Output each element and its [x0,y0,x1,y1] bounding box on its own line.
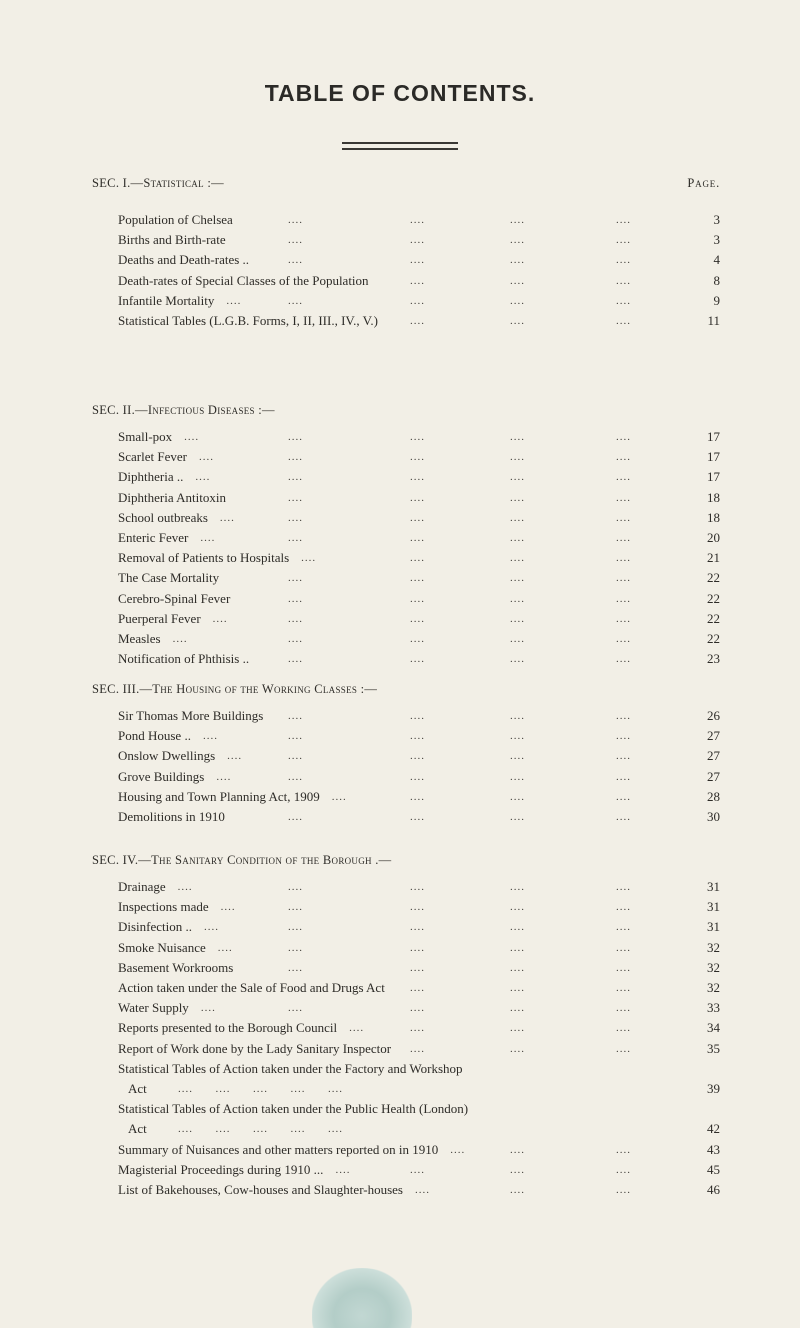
entry-page-number: 31 [707,919,720,935]
leader-dots: .... [212,612,228,625]
entry-title: Deaths and Death-rates .. [118,252,250,268]
leader-dots: .... [288,532,303,544]
toc-entry [118,230,720,250]
leader-dots: .... [616,511,631,524]
leader-dots: .... [616,811,631,823]
entry-page-number: 21 [707,550,720,566]
leader-dots: .... [616,941,631,954]
leader-dots: .... [410,1163,425,1176]
entry-title: Statistical Tables of Action taken under the Factory and Workshop [118,1060,463,1076]
leader-dots: .... [510,790,525,803]
leader-dots: .... [410,881,425,893]
leader-dots: .... [288,811,303,823]
toc-entry [118,998,720,1018]
leader-dots: .... [301,552,317,565]
leader-dots: .... [510,592,525,605]
toc-entry [118,250,720,270]
leader-dots: .... [510,750,525,763]
entry-title-continued: Act [128,1081,147,1096]
leader-dots: .... [410,471,425,484]
leader-dots: .... [510,941,525,954]
leader-dots: .... [616,1163,631,1176]
leader-dots: .... [288,214,303,226]
leader-dots: .... [616,431,631,443]
toc-entry [118,787,720,807]
section-number: SEC. II.— [92,403,148,417]
entry-title: Demolitions in 1910 [118,809,225,824]
leader-dots: .... [288,572,303,585]
toc-entry [118,706,720,726]
leader-dots: .... [510,653,525,666]
leader-dots: .... [510,710,525,722]
leader-dots: .... [184,431,200,443]
section-title: Statistical :— [143,176,224,190]
leader-dots: .... [204,921,220,934]
entry-title: Removal of Patients to Hospitals [118,550,290,566]
toc-entry [118,427,720,447]
leader-dots: .... [288,491,303,504]
entry-page-number: 28 [707,788,720,804]
leader-dots: .... [288,511,303,524]
entry-title: Statistical Tables of Action taken under the Public Health (London) [118,1101,469,1117]
leader-dots: .... [288,881,303,893]
leader-dots: .... [410,532,425,544]
leader-dots: .... [510,431,525,443]
toc-entry [118,271,720,291]
leader-dots: .... [510,511,525,524]
toc-entry [118,609,720,629]
leader-dots: .... [616,1002,631,1015]
leader-dots: .... [616,982,631,994]
leader-dots: .... [616,1022,631,1035]
leader-dots: .... [616,1042,631,1055]
entry-page-number: 17 [707,449,720,465]
leader-dots: .... [410,941,425,954]
leader-dots: .... [616,254,631,267]
leader-dots: .... [410,511,425,524]
leader-dots: .... [288,254,303,267]
leader-dots: .... [414,1184,430,1196]
toc-entry [118,649,720,669]
entry-page-number: 31 [707,879,720,894]
entry-title: Action taken under the Sale of Food and Drugs Act [118,980,385,995]
leader-dots: .... [510,1042,525,1055]
leader-dots: .... [288,730,303,743]
toc-entry [118,488,720,508]
toc-entry [118,210,720,230]
section-heading [92,176,224,191]
leader-dots: .... [220,901,236,914]
toc-entry [118,917,720,937]
leader-dots: .... [410,612,425,625]
leader-dots: .... [410,294,425,307]
leader-dots: .... [288,770,303,783]
entry-page-number: 27 [707,728,720,744]
leader-dots: .... [288,431,303,443]
leader-dots: .... [510,254,525,267]
leader-dots: .... [410,1022,425,1035]
leader-dots: .... [616,572,631,585]
leader-dots: .... [410,790,425,803]
entry-page-number: 30 [707,809,720,824]
leader-dots: .... [510,1184,525,1196]
leader-dots: .... [510,961,525,974]
entry-page-number: 3 [713,212,720,227]
leader-dots: .... [288,941,303,954]
leader-dots: .... [510,1002,525,1015]
leader-dots: .... [616,294,631,307]
leader-dots: .... .... .... .... .... [178,1123,343,1136]
leader-dots: .... [616,961,631,974]
toc-entry [118,767,720,787]
leader-dots: .... [410,750,425,763]
leader-dots: .... [510,451,525,464]
leader-dots: .... [616,214,631,226]
leader-dots: .... [288,633,303,645]
leader-dots: .... [349,1022,365,1035]
library-stamp [312,1268,412,1328]
toc-entry-continuation [118,1119,720,1139]
entry-title: Scarlet Fever [118,449,187,465]
toc-entry [118,1018,720,1038]
entry-page-number: 32 [707,939,720,955]
leader-dots: .... [510,612,525,625]
leader-dots: .... [410,451,425,464]
entry-title-continued: Act [128,1121,147,1137]
leader-dots: .... [219,511,235,524]
leader-dots: .... [200,532,216,544]
leader-dots: .... [616,592,631,605]
entry-page-number: 20 [707,530,720,545]
leader-dots: .... [616,901,631,914]
leader-dots: .... [288,234,303,247]
toc-entry [118,978,720,998]
toc-entry [118,958,720,978]
leader-dots: .... [288,921,303,934]
toc-entry [118,548,720,568]
toc-entry [118,528,720,548]
leader-dots: .... [510,491,525,504]
leader-dots: .... [172,633,188,645]
leader-dots: .... [616,921,631,934]
page-column-heading: Page. [687,176,720,190]
leader-dots: .... [288,750,303,763]
leader-dots: .... [616,491,631,504]
entry-title: The Case Mortality [118,570,220,586]
leader-dots: .... [510,572,525,585]
leader-dots: .... [410,274,425,287]
leader-dots: .... [410,633,425,645]
leader-dots: .... [510,552,525,565]
leader-dots: .... [510,532,525,544]
leader-dots: .... [410,710,425,722]
leader-dots: .... [335,1163,351,1176]
leader-dots: .... [331,790,347,803]
toc-entry [118,897,720,917]
leader-dots: .... [288,471,303,484]
entry-title: Report of Work done by the Lady Sanitary Inspector [118,1040,392,1056]
leader-dots: .... [410,770,425,783]
entry-title: Cerebro-Spinal Fever [118,590,231,606]
leader-dots: .... [410,811,425,823]
toc-entry [118,877,720,897]
entry-title: Basement Workrooms [118,959,234,975]
leader-dots: .... [510,1022,525,1035]
leader-dots: .... [410,982,425,994]
leader-dots: .... [410,315,425,327]
section-heading [92,403,275,418]
leader-dots: .... [616,532,631,544]
toc-entry [118,568,720,588]
entry-title: Disinfection .. [118,919,193,935]
entry-title: Water Supply [118,1000,189,1016]
leader-dots: .... [410,653,425,666]
leader-dots: .... [227,750,243,763]
leader-dots: .... [616,612,631,625]
leader-dots: .... [410,431,425,443]
leader-dots: .... [217,941,233,954]
entry-title: Diphtheria .. [118,469,184,485]
entry-page-number: 22 [707,570,720,586]
entry-title: Summary of Nuisances and other matters reported on in 1910 [118,1141,439,1157]
entry-title: Grove Buildings [118,768,205,784]
leader-dots: .... [410,572,425,585]
section-title: The Housing of the Working Classes :— [152,682,378,696]
leader-dots: .... [510,730,525,743]
entry-title: Notification of Phthisis .. [118,651,250,667]
leader-dots: .... [288,1002,303,1015]
leader-dots: .... [410,592,425,605]
entry-title: Magisterial Proceedings during 1910 ... [118,1161,324,1177]
leader-dots: .... [288,592,303,605]
entry-title: Housing and Town Planning Act, 1909 [118,788,320,804]
entry-title: Drainage [118,879,166,894]
entry-page-number: 22 [707,590,720,606]
leader-dots: .... [510,1143,525,1156]
entry-page-number: 18 [707,509,720,525]
leader-dots: .... [200,1002,216,1015]
leader-dots: .... [288,901,303,914]
entry-page-number: 22 [707,610,720,626]
leader-dots: .... [216,770,232,783]
entry-title: Diphtheria Antitoxin [118,489,226,505]
leader-dots: .... [616,881,631,893]
entry-page-number: 22 [707,631,720,646]
entry-title: Births and Birth-rate [118,232,226,248]
leader-dots: .... [288,653,303,666]
section-number: SEC. IV.— [92,853,152,867]
leader-dots: .... [616,274,631,287]
entry-title: Reports presented to the Borough Council [118,1020,338,1036]
toc-entry [118,447,720,467]
leader-dots: .... [410,1042,425,1055]
entry-title: Statistical Tables (L.G.B. Forms, I, II, III., IV., V.) [118,313,378,328]
entry-page-number: 35 [707,1040,720,1056]
entry-title: List of Bakehouses, Cow-houses and Slaughter-houses [118,1182,403,1197]
toc-entry [118,1099,720,1119]
leader-dots: .... [410,901,425,914]
leader-dots: .... [288,612,303,625]
toc-entry [118,467,720,487]
leader-dots: .... [202,730,218,743]
entry-page-number: 9 [713,292,720,308]
leader-dots: .... [616,471,631,484]
leader-dots: .... [288,294,303,307]
leader-dots: .... [410,491,425,504]
title-rule-top [342,142,458,144]
entry-page-number: 17 [707,429,720,444]
leader-dots: .... [616,1143,631,1156]
entry-title: Population of Chelsea [118,212,233,227]
leader-dots: .... [288,961,303,974]
leader-dots: .... [616,653,631,666]
entry-page-number: 4 [713,252,720,268]
entry-page-number: 43 [707,1141,720,1157]
title-rule-bottom [342,148,458,150]
leader-dots: .... [410,254,425,267]
leader-dots: .... [616,451,631,464]
entry-title: Smoke Nuisance [118,939,206,955]
leader-dots: .... [616,770,631,783]
leader-dots: .... [616,633,631,645]
entry-page-number: 17 [707,469,720,485]
leader-dots: .... [510,274,525,287]
entry-title: Death-rates of Special Classes of the Population [118,272,369,288]
entry-page-number: 45 [707,1161,720,1177]
entry-page-number: 27 [707,768,720,784]
entry-page-number: 8 [713,272,720,288]
entry-title: Small-pox [118,429,173,444]
entry-page-number: 32 [707,980,720,995]
entry-title: Onslow Dwellings [118,748,216,764]
leader-dots: .... [510,770,525,783]
leader-dots: .... [288,710,303,722]
section-heading [92,853,391,868]
leader-dots: .... [616,234,631,247]
toc-entry [118,807,720,827]
leader-dots: .... [510,811,525,823]
leader-dots: .... [195,471,211,484]
leader-dots: .... [510,982,525,994]
leader-dots: .... [410,214,425,226]
leader-dots: .... [410,730,425,743]
leader-dots: .... [510,214,525,226]
leader-dots: .... [410,552,425,565]
toc-entry [118,726,720,746]
section-heading [92,682,377,697]
section-number: SEC. I.— [92,176,144,190]
toc-entry [118,1059,720,1079]
leader-dots: .... [410,921,425,934]
leader-dots: .... [616,552,631,565]
leader-dots: .... [510,901,525,914]
entry-page-number: 46 [707,1182,720,1197]
toc-entry [118,1180,720,1200]
entry-title: Inspections made [118,899,209,915]
toc-entry-continuation [118,1079,720,1099]
entry-title: Enteric Fever [118,530,189,545]
leader-dots: .... [616,790,631,803]
entry-page-number: 32 [707,959,720,975]
toc-entry [118,1039,720,1059]
leader-dots: .... [198,451,214,464]
leader-dots: .... [510,234,525,247]
entry-title: Puerperal Fever [118,610,201,626]
entry-page-number: 11 [707,313,720,328]
leader-dots: .... [510,633,525,645]
entry-page-number: 31 [707,899,720,915]
entry-page-number: 39 [707,1081,720,1096]
entry-page-number: 18 [707,489,720,505]
leader-dots: .... [226,294,242,307]
entry-title: Infantile Mortality [118,292,215,308]
leader-dots: .... [410,234,425,247]
leader-dots: .... [450,1143,466,1156]
leader-dots: .... [510,881,525,893]
section-title: The Sanitary Condition of the Borough .— [151,853,392,867]
leader-dots: .... [510,1163,525,1176]
page-title: TABLE OF CONTENTS. [264,80,536,106]
toc-entry [118,1160,720,1180]
leader-dots: .... [510,921,525,934]
entry-page-number: 33 [707,1000,720,1016]
leader-dots: .... [616,710,631,722]
entry-page-number: 23 [707,651,720,667]
leader-dots: .... [616,750,631,763]
leader-dots: .... [510,294,525,307]
entry-page-number: 42 [707,1121,720,1137]
leader-dots: .... [177,881,193,893]
leader-dots: .... [410,961,425,974]
leader-dots: .... [410,1002,425,1015]
entry-title: Pond House .. [118,728,191,744]
entry-page-number: 34 [707,1020,720,1036]
leader-dots: .... .... .... .... .... [178,1083,343,1095]
entry-title: Sir Thomas More Buildings [118,708,264,723]
leader-dots: .... [510,471,525,484]
toc-entry [118,508,720,528]
entry-page-number: 3 [713,232,720,248]
entry-page-number: 26 [707,708,720,723]
toc-entry [118,1140,720,1160]
leader-dots: .... [510,315,525,327]
entry-title: Measles [118,631,161,646]
leader-dots: .... [616,1184,631,1196]
section-title: Infectious Diseases :— [147,403,275,417]
toc-entry [118,938,720,958]
toc-entry [118,589,720,609]
leader-dots: .... [616,730,631,743]
toc-entry [118,311,720,331]
toc-entry [118,291,720,311]
toc-entry [118,746,720,766]
entry-title: School outbreaks [118,509,208,525]
leader-dots: .... [288,451,303,464]
section-number: SEC. III.— [92,682,153,696]
toc-entry [118,629,720,649]
entry-page-number: 27 [707,748,720,764]
leader-dots: .... [616,315,631,327]
